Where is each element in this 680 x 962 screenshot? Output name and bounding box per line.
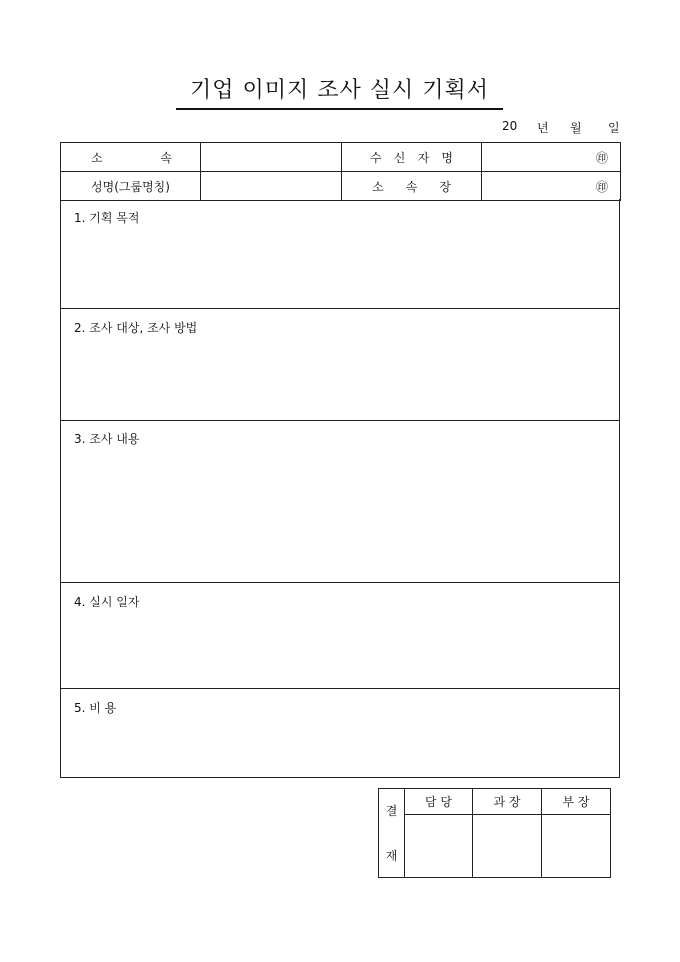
section-content[interactable] (60, 420, 620, 583)
date-line (480, 119, 620, 135)
section-cost[interactable] (60, 688, 620, 778)
seal-mark: ㊞ (595, 150, 608, 165)
approval-col-staff: 담 당 (405, 789, 473, 815)
section-target-method[interactable] (60, 308, 620, 421)
section-date[interactable] (60, 582, 620, 689)
head-seal-field[interactable] (482, 172, 621, 201)
name-field[interactable] (201, 172, 342, 201)
header-table (60, 142, 621, 201)
head-label: 소 속 장 (342, 172, 482, 201)
affiliation-label: 소 속 (61, 143, 201, 172)
section-title: 4. 실시 일자 (74, 595, 140, 609)
approval-sign-dept-head[interactable] (542, 815, 611, 878)
section-purpose[interactable] (60, 199, 620, 309)
name-label: 성명(그룹명칭) (61, 172, 201, 201)
section-title: 3. 조사 내용 (74, 432, 140, 446)
section-title: 2. 조사 대상, 조사 방법 (74, 321, 198, 335)
approval-sign-staff[interactable] (405, 815, 473, 878)
approval-col-section-chief: 과 장 (473, 789, 542, 815)
recipient-seal-field[interactable] (482, 143, 621, 172)
section-title: 1. 기획 목적 (74, 211, 140, 225)
approval-col-dept-head: 부 장 (542, 789, 611, 815)
approval-box (378, 788, 611, 878)
approval-side-label: 결 재 (379, 789, 405, 878)
approval-sign-section-chief[interactable] (473, 815, 542, 878)
document-title: 기업 이미지 조사 실시 기획서 (176, 76, 503, 110)
date-month-label: 월 (570, 121, 582, 135)
seal-mark: ㊞ (595, 179, 608, 194)
date-day-label: 일 (608, 121, 620, 135)
affiliation-field[interactable] (201, 143, 342, 172)
date-year-prefix: 20 (502, 119, 518, 133)
date-year-label: 년 (537, 121, 549, 135)
section-title: 5. 비 용 (74, 701, 117, 715)
recipient-label: 수 신 자 명 (342, 143, 482, 172)
